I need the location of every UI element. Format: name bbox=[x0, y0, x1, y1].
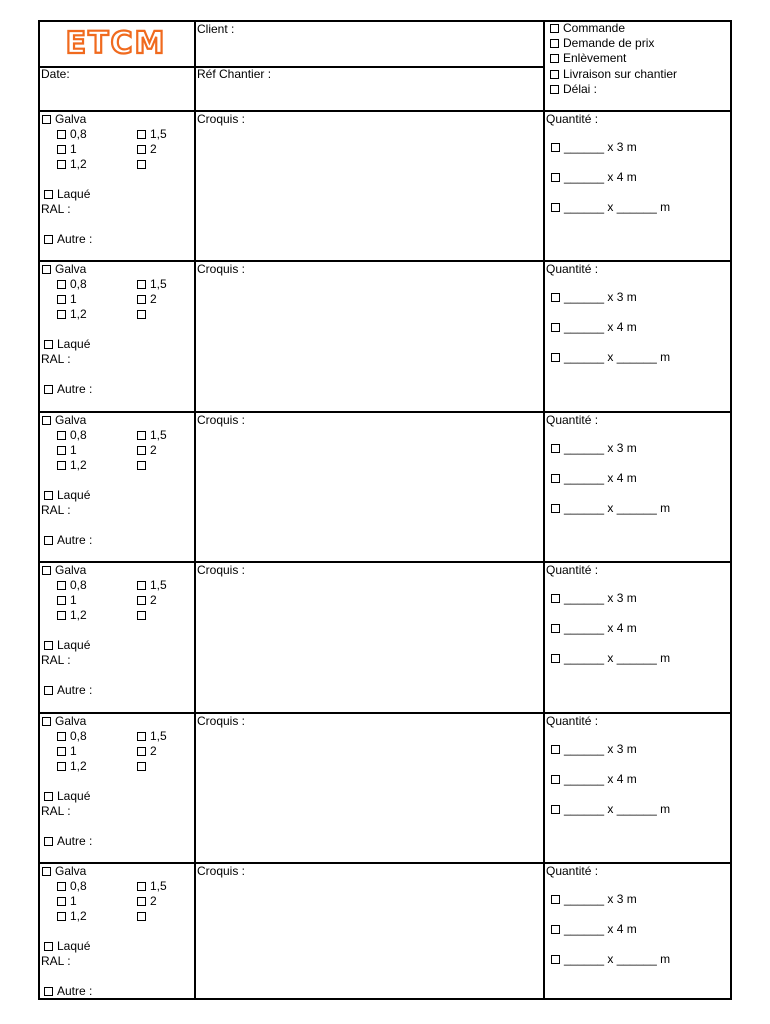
qty-3m-checkbox[interactable] bbox=[551, 594, 560, 603]
galva-option[interactable]: Galva bbox=[42, 262, 86, 276]
thickness-checkbox[interactable] bbox=[57, 732, 66, 741]
qty-custom-checkbox[interactable] bbox=[551, 805, 560, 814]
qty-custom-line[interactable]: ______ x ______ m bbox=[551, 501, 670, 515]
option-delai[interactable]: Délai : bbox=[550, 82, 597, 96]
galva-checkbox[interactable] bbox=[42, 115, 51, 124]
qty-4m-line[interactable]: ______ x 4 m bbox=[551, 170, 637, 184]
ral-label: RAL : bbox=[41, 202, 71, 216]
laque-checkbox[interactable] bbox=[44, 641, 53, 650]
qty-3m-line[interactable]: ______ x 3 m bbox=[551, 892, 637, 906]
qty-4m-line[interactable]: ______ x 4 m bbox=[551, 922, 637, 936]
date-label: Date: bbox=[41, 67, 70, 81]
thickness-checkbox[interactable] bbox=[137, 446, 146, 455]
thickness-checkbox[interactable] bbox=[137, 762, 146, 771]
galva-checkbox[interactable] bbox=[42, 566, 51, 575]
thickness-option[interactable]: 0,8 bbox=[57, 729, 87, 743]
laque-option[interactable]: Laqué bbox=[44, 488, 90, 502]
qty-4m-checkbox[interactable] bbox=[551, 925, 560, 934]
autre-option[interactable]: Autre : bbox=[44, 834, 92, 848]
laque-option[interactable]: Laqué bbox=[44, 939, 90, 953]
thickness-option[interactable]: 1,5 bbox=[137, 127, 167, 141]
croquis-cell[interactable] bbox=[195, 260, 543, 410]
thickness-option[interactable]: 1,2 bbox=[57, 759, 87, 773]
qty-4m-line[interactable]: ______ x 4 m bbox=[551, 320, 637, 334]
qty-3m-line[interactable]: ______ x 3 m bbox=[551, 742, 637, 756]
laque-checkbox[interactable] bbox=[44, 340, 53, 349]
qty-4m-line[interactable]: ______ x 4 m bbox=[551, 471, 637, 485]
thickness-option[interactable]: 0,8 bbox=[57, 879, 87, 893]
qty-custom-line[interactable]: ______ x ______ m bbox=[551, 802, 670, 816]
client-label: Client : bbox=[197, 22, 235, 36]
qty-3m-line[interactable]: ______ x 3 m bbox=[551, 441, 637, 455]
thickness-option[interactable]: 1,2 bbox=[57, 157, 87, 171]
ral-label: RAL : bbox=[41, 503, 71, 517]
qty-custom-line[interactable]: ______ x ______ m bbox=[551, 952, 670, 966]
autre-checkbox[interactable] bbox=[44, 837, 53, 846]
thickness-option[interactable]: 0,8 bbox=[57, 578, 87, 592]
qty-3m-checkbox[interactable] bbox=[551, 895, 560, 904]
thickness-checkbox[interactable] bbox=[57, 897, 66, 906]
galva-option[interactable]: Galva bbox=[42, 413, 86, 427]
quantite-cell bbox=[544, 862, 730, 1012]
croquis-label: Croquis : bbox=[197, 112, 246, 126]
thickness-option[interactable] bbox=[137, 909, 150, 923]
croquis-cell[interactable] bbox=[195, 411, 543, 561]
thickness-checkbox[interactable] bbox=[57, 446, 66, 455]
option-demande-de-prix[interactable]: Demande de prix bbox=[550, 36, 654, 50]
qty-custom-checkbox[interactable] bbox=[551, 353, 560, 362]
laque-option[interactable]: Laqué bbox=[44, 187, 90, 201]
quantite-cell bbox=[544, 110, 730, 260]
thickness-option[interactable] bbox=[137, 458, 150, 472]
galva-option[interactable]: Galva bbox=[42, 864, 86, 878]
logo-text: ETCM bbox=[65, 26, 167, 60]
qty-3m-line[interactable]: ______ x 3 m bbox=[551, 290, 637, 304]
qty-custom-line[interactable]: ______ x ______ m bbox=[551, 200, 670, 214]
autre-checkbox[interactable] bbox=[44, 987, 53, 996]
thickness-checkbox[interactable] bbox=[57, 130, 66, 139]
galva-option[interactable]: Galva bbox=[42, 714, 86, 728]
quantite-label: Quantité : bbox=[546, 864, 599, 878]
qty-4m-checkbox[interactable] bbox=[551, 474, 560, 483]
commande-checkbox[interactable] bbox=[550, 24, 559, 33]
qty-custom-checkbox[interactable] bbox=[551, 654, 560, 663]
etcm-logo bbox=[56, 26, 176, 63]
livraison-checkbox[interactable] bbox=[550, 70, 559, 79]
ral-label: RAL : bbox=[41, 804, 71, 818]
croquis-label: Croquis : bbox=[197, 413, 246, 427]
autre-option[interactable]: Autre : bbox=[44, 683, 92, 697]
croquis-label: Croquis : bbox=[197, 864, 246, 878]
thickness-checkbox[interactable] bbox=[57, 882, 66, 891]
thickness-option[interactable]: 0,8 bbox=[57, 127, 87, 141]
autre-option[interactable]: Autre : bbox=[44, 533, 92, 547]
autre-checkbox[interactable] bbox=[44, 235, 53, 244]
croquis-cell[interactable] bbox=[195, 110, 543, 260]
option-commande[interactable]: Commande bbox=[550, 21, 625, 35]
material-cell bbox=[38, 260, 194, 410]
qty-4m-line[interactable]: ______ x 4 m bbox=[551, 621, 637, 635]
thickness-checkbox[interactable] bbox=[137, 732, 146, 741]
thickness-option[interactable]: 1 bbox=[57, 744, 77, 758]
thickness-option[interactable]: 0,8 bbox=[57, 428, 87, 442]
thickness-checkbox[interactable] bbox=[137, 310, 146, 319]
delai-checkbox[interactable] bbox=[550, 85, 559, 94]
thickness-checkbox[interactable] bbox=[137, 145, 146, 154]
galva-checkbox[interactable] bbox=[42, 717, 51, 726]
ral-label: RAL : bbox=[41, 954, 71, 968]
laque-checkbox[interactable] bbox=[44, 792, 53, 801]
thickness-option[interactable]: 1,5 bbox=[137, 428, 167, 442]
qty-3m-checkbox[interactable] bbox=[551, 745, 560, 754]
croquis-cell[interactable] bbox=[195, 561, 543, 711]
thickness-option[interactable]: 2 bbox=[137, 894, 157, 908]
qty-custom-checkbox[interactable] bbox=[551, 504, 560, 513]
thickness-checkbox[interactable] bbox=[57, 747, 66, 756]
qty-4m-checkbox[interactable] bbox=[551, 624, 560, 633]
laque-checkbox[interactable] bbox=[44, 491, 53, 500]
thickness-checkbox[interactable] bbox=[57, 431, 66, 440]
quantite-cell bbox=[544, 411, 730, 561]
thickness-checkbox[interactable] bbox=[57, 596, 66, 605]
material-cell bbox=[38, 561, 194, 711]
thickness-option[interactable] bbox=[137, 157, 150, 171]
quantite-label: Quantité : bbox=[546, 262, 599, 276]
quantite-cell bbox=[544, 561, 730, 711]
quantite-label: Quantité : bbox=[546, 413, 599, 427]
thickness-checkbox[interactable] bbox=[137, 897, 146, 906]
thickness-checkbox[interactable] bbox=[57, 762, 66, 771]
thickness-option[interactable]: 1 bbox=[57, 894, 77, 908]
quantite-label: Quantité : bbox=[546, 563, 599, 577]
quantite-cell bbox=[544, 260, 730, 410]
croquis-label: Croquis : bbox=[197, 714, 246, 728]
qty-4m-line[interactable]: ______ x 4 m bbox=[551, 772, 637, 786]
laque-checkbox[interactable] bbox=[44, 942, 53, 951]
galva-option[interactable]: Galva bbox=[42, 112, 86, 126]
thickness-checkbox[interactable] bbox=[57, 461, 66, 470]
thickness-option[interactable] bbox=[137, 759, 150, 773]
qty-3m-line[interactable]: ______ x 3 m bbox=[551, 591, 637, 605]
thickness-checkbox[interactable] bbox=[57, 145, 66, 154]
thickness-option[interactable]: 2 bbox=[137, 744, 157, 758]
thickness-checkbox[interactable] bbox=[137, 581, 146, 590]
thickness-option[interactable] bbox=[137, 608, 150, 622]
option-livraison[interactable]: Livraison sur chantier bbox=[550, 67, 677, 81]
qty-4m-checkbox[interactable] bbox=[551, 775, 560, 784]
thickness-checkbox[interactable] bbox=[137, 431, 146, 440]
autre-checkbox[interactable] bbox=[44, 385, 53, 394]
thickness-option[interactable]: 1 bbox=[57, 142, 77, 156]
thickness-checkbox[interactable] bbox=[137, 461, 146, 470]
croquis-cell[interactable] bbox=[195, 862, 543, 1012]
thickness-option[interactable]: 1 bbox=[57, 593, 77, 607]
thickness-option[interactable]: 1,2 bbox=[57, 458, 87, 472]
thickness-checkbox[interactable] bbox=[57, 160, 66, 169]
thickness-checkbox[interactable] bbox=[137, 295, 146, 304]
ref-chantier-label: Réf Chantier : bbox=[197, 67, 272, 81]
thickness-option[interactable]: 2 bbox=[137, 292, 157, 306]
thickness-option[interactable]: 1,2 bbox=[57, 909, 87, 923]
thickness-option[interactable] bbox=[137, 307, 150, 321]
croquis-label: Croquis : bbox=[197, 262, 246, 276]
galva-checkbox[interactable] bbox=[42, 265, 51, 274]
qty-3m-line[interactable]: ______ x 3 m bbox=[551, 140, 637, 154]
quantite-cell bbox=[544, 712, 730, 862]
order-form bbox=[38, 20, 732, 1000]
thickness-checkbox[interactable] bbox=[137, 130, 146, 139]
thickness-checkbox[interactable] bbox=[57, 310, 66, 319]
thickness-option[interactable]: 2 bbox=[137, 142, 157, 156]
thickness-checkbox[interactable] bbox=[57, 280, 66, 289]
galva-checkbox[interactable] bbox=[42, 867, 51, 876]
qty-3m-checkbox[interactable] bbox=[551, 444, 560, 453]
thickness-option[interactable]: 1,5 bbox=[137, 578, 167, 592]
galva-checkbox[interactable] bbox=[42, 416, 51, 425]
thickness-option[interactable]: 0,8 bbox=[57, 277, 87, 291]
enlevement-checkbox[interactable] bbox=[550, 54, 559, 63]
autre-checkbox[interactable] bbox=[44, 536, 53, 545]
thickness-checkbox[interactable] bbox=[137, 882, 146, 891]
laque-option[interactable]: Laqué bbox=[44, 638, 90, 652]
ral-label: RAL : bbox=[41, 653, 71, 667]
qty-4m-checkbox[interactable] bbox=[551, 323, 560, 332]
thickness-checkbox[interactable] bbox=[137, 160, 146, 169]
thickness-checkbox[interactable] bbox=[137, 280, 146, 289]
autre-checkbox[interactable] bbox=[44, 686, 53, 695]
thickness-option[interactable]: 1 bbox=[57, 443, 77, 457]
thickness-checkbox[interactable] bbox=[137, 912, 146, 921]
thickness-checkbox[interactable] bbox=[57, 611, 66, 620]
thickness-option[interactable]: 1,2 bbox=[57, 608, 87, 622]
thickness-option[interactable]: 1,2 bbox=[57, 307, 87, 321]
thickness-option[interactable]: 1 bbox=[57, 292, 77, 306]
qty-custom-line[interactable]: ______ x ______ m bbox=[551, 350, 670, 364]
ral-label: RAL : bbox=[41, 352, 71, 366]
header-divider bbox=[38, 66, 544, 68]
qty-4m-checkbox[interactable] bbox=[551, 173, 560, 182]
thickness-option[interactable]: 2 bbox=[137, 593, 157, 607]
thickness-checkbox[interactable] bbox=[137, 611, 146, 620]
thickness-checkbox[interactable] bbox=[57, 295, 66, 304]
autre-option[interactable]: Autre : bbox=[44, 232, 92, 246]
demande-de-prix-checkbox[interactable] bbox=[550, 39, 559, 48]
thickness-option[interactable]: 2 bbox=[137, 443, 157, 457]
quantite-label: Quantité : bbox=[546, 714, 599, 728]
thickness-checkbox[interactable] bbox=[137, 747, 146, 756]
autre-option[interactable]: Autre : bbox=[44, 382, 92, 396]
qty-3m-checkbox[interactable] bbox=[551, 143, 560, 152]
option-enlevement[interactable]: Enlèvement bbox=[550, 51, 626, 65]
qty-custom-checkbox[interactable] bbox=[551, 203, 560, 212]
laque-option[interactable]: Laqué bbox=[44, 789, 90, 803]
autre-option[interactable]: Autre : bbox=[44, 984, 92, 998]
thickness-option[interactable]: 1,5 bbox=[137, 277, 167, 291]
croquis-label: Croquis : bbox=[197, 563, 246, 577]
thickness-option[interactable]: 1,5 bbox=[137, 879, 167, 893]
material-cell bbox=[38, 862, 194, 1012]
thickness-checkbox[interactable] bbox=[57, 912, 66, 921]
laque-checkbox[interactable] bbox=[44, 190, 53, 199]
thickness-option[interactable]: 1,5 bbox=[137, 729, 167, 743]
material-cell bbox=[38, 110, 194, 260]
material-cell bbox=[38, 411, 194, 561]
quantite-label: Quantité : bbox=[546, 112, 599, 126]
croquis-cell[interactable] bbox=[195, 712, 543, 862]
material-cell bbox=[38, 712, 194, 862]
thickness-checkbox[interactable] bbox=[57, 581, 66, 590]
laque-option[interactable]: Laqué bbox=[44, 337, 90, 351]
qty-3m-checkbox[interactable] bbox=[551, 293, 560, 302]
form-border-top bbox=[38, 20, 732, 22]
qty-custom-checkbox[interactable] bbox=[551, 955, 560, 964]
thickness-checkbox[interactable] bbox=[137, 596, 146, 605]
qty-custom-line[interactable]: ______ x ______ m bbox=[551, 651, 670, 665]
galva-option[interactable]: Galva bbox=[42, 563, 86, 577]
form-border-right bbox=[730, 20, 732, 1000]
